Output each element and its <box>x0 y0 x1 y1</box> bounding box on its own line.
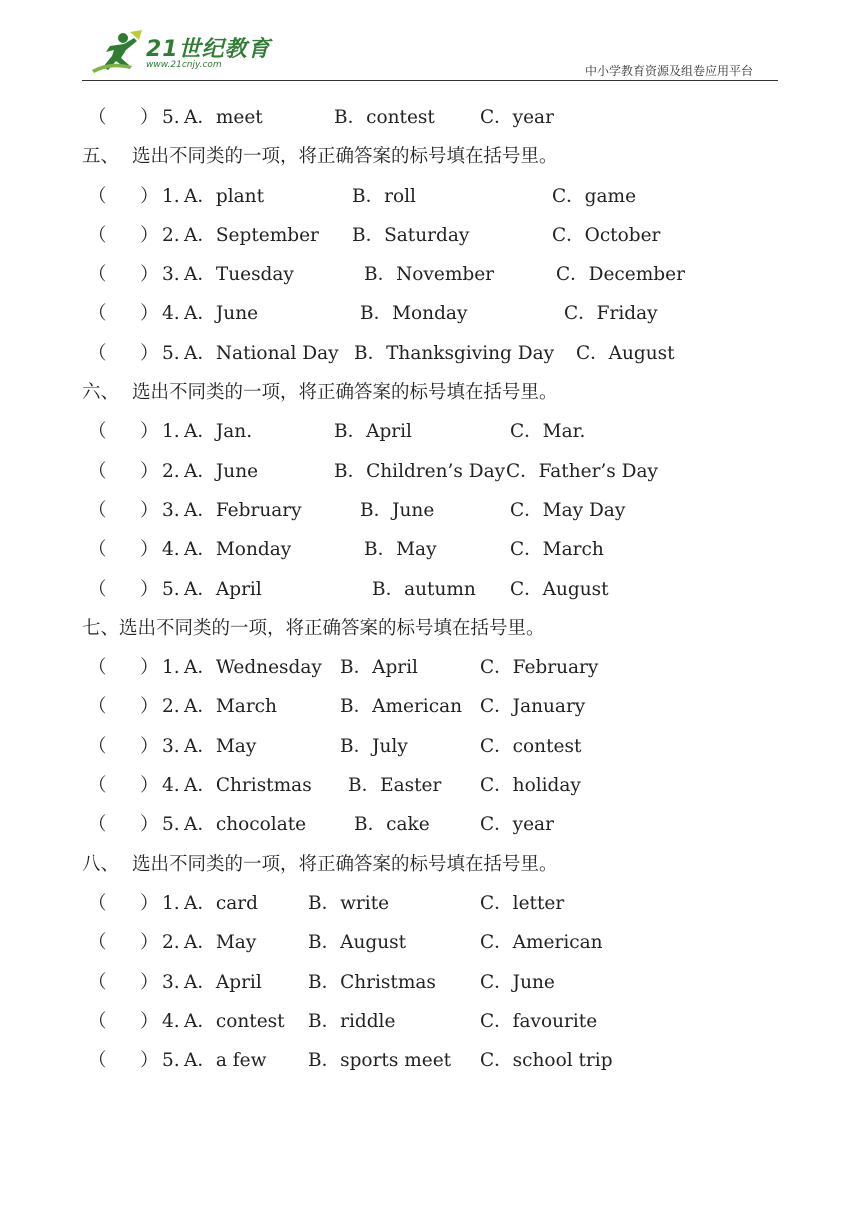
option-c: C．game <box>552 185 637 207</box>
option-b: B．July <box>340 735 408 757</box>
option-a: A．Monday <box>184 539 292 561</box>
question-row: （ ） 4. A．Monday B．May C．March <box>82 530 782 569</box>
option-b: B．June <box>360 499 435 521</box>
question-number: 2. <box>162 932 180 954</box>
option-c: C．holiday <box>480 775 581 797</box>
option-c: C．Mar. <box>510 421 586 443</box>
option-b: B．Monday <box>360 303 468 325</box>
option-a: A．Tuesday <box>184 264 294 286</box>
section-instructions: 选出不同类的一项，将正确答案的标号填在括号里。 <box>119 617 545 639</box>
option-a: A．contest <box>184 1010 285 1032</box>
question-number: 5. <box>162 107 180 128</box>
question-number: 1. <box>162 185 180 207</box>
question-row: （ ） 3. A．April B．Christmas C．June <box>82 963 782 1002</box>
option-b: B．November <box>364 264 494 286</box>
question-number: 4. <box>162 303 180 325</box>
option-b: B．sports meet <box>308 1050 452 1072</box>
question-row: （ ） 1. A．card B．write C．letter <box>82 884 782 923</box>
section-instructions: 选出不同类的一项，将正确答案的标号填在括号里。 <box>132 853 558 875</box>
option-c: C．March <box>510 539 604 561</box>
option-c: C．year <box>480 814 554 836</box>
question-number: 2. <box>162 460 180 482</box>
logo <box>90 30 271 78</box>
option-a: A．Wednesday <box>184 657 322 679</box>
header-divider <box>82 80 778 81</box>
option-b: B．riddle <box>308 1010 396 1032</box>
option-a: A．Christmas <box>184 775 312 797</box>
question-row: （ ） 2. A．June B．Children’s Day C．Father’s Day <box>82 452 782 491</box>
section-number: 八、 <box>82 853 120 875</box>
section-number: 七、 <box>82 617 120 639</box>
section-number: 五、 <box>82 146 120 168</box>
option-b: B．Saturday <box>352 224 470 246</box>
option-b: B．write <box>308 892 390 914</box>
question-row: （ ） 1. A．Jan. B．April C．Mar. <box>82 412 782 451</box>
question-number: 4. <box>162 775 180 797</box>
option-b: B．Children’s Day <box>334 460 506 482</box>
page-header <box>0 0 860 90</box>
platform-name: 中小学教育资源及组卷应用平台 <box>584 64 753 78</box>
question-row: （ ） 3. A．May B．July C．contest <box>82 727 782 766</box>
question-number: 3. <box>162 971 180 993</box>
logo-title: 21世纪教育 <box>146 37 271 62</box>
option-b: B．cake <box>354 814 430 836</box>
option-b: B．Thanksgiving Day <box>354 342 555 364</box>
section-title-8 <box>82 845 782 884</box>
question-number: 2. <box>162 224 180 246</box>
option-c: C．October <box>552 224 661 246</box>
runner-logo-icon <box>90 30 146 76</box>
question-row: （ ） 1. A．Wednesday B．April C．February <box>82 648 782 687</box>
option-b: B．roll <box>352 185 416 207</box>
option-c: C．December <box>556 264 685 286</box>
logo-url: www.21cnjy.com <box>146 60 222 70</box>
option-a: A．April <box>184 971 262 993</box>
option-c: C．Father’s Day <box>506 460 658 482</box>
option-a: A．February <box>184 499 302 521</box>
option-c: C．favourite <box>480 1010 598 1032</box>
question-number: 3. <box>162 735 180 757</box>
question-row: （ ） 2. A．September B．Saturday C．October <box>82 216 782 255</box>
question-row: （ ） 5. A．April B．autumn C．August <box>82 570 782 609</box>
option-b: B．Easter <box>348 775 442 797</box>
option-a: A．March <box>184 696 277 718</box>
question-number: 1. <box>162 657 180 679</box>
option-a: A．April <box>184 578 262 600</box>
option-b: B．American <box>340 696 463 718</box>
question-row: （ ） 4. A．June B．Monday C．Friday <box>82 294 782 333</box>
option-c: C．August <box>510 578 609 600</box>
option-c: C．contest <box>480 735 582 757</box>
question-number: 5. <box>162 814 180 836</box>
question-row: （ ） 5. A．chocolate B．cake C．year <box>82 805 782 844</box>
section-title-7 <box>82 609 782 648</box>
question-number: 1. <box>162 892 180 914</box>
option-b: B．autumn <box>372 578 476 600</box>
option-b: B．contest <box>334 107 435 128</box>
option-a: A．May <box>184 932 257 954</box>
option-a: A．card <box>184 892 258 914</box>
question-row: （ ） 5. A．a few B．sports meet C．school trip <box>82 1041 782 1080</box>
question-row: （ ） 2. A．May B．August C．American <box>82 923 782 962</box>
question-row: （ ） 4. A．contest B．riddle C．favourite <box>82 1002 782 1041</box>
question-row: （ ） 3. A．February B．June C．May Day <box>82 491 782 530</box>
option-a: A．chocolate <box>184 814 307 836</box>
section-title-5 <box>82 137 782 176</box>
option-a: A．June <box>184 303 259 325</box>
option-a: A．June <box>184 460 259 482</box>
option-a: A．plant <box>184 185 264 207</box>
question-number: 5. <box>162 578 180 600</box>
option-b: B．August <box>308 932 407 954</box>
option-c: C．school trip <box>480 1050 613 1072</box>
option-c: C．January <box>480 696 586 718</box>
option-c: C．June <box>480 971 555 993</box>
option-c: C．February <box>480 657 599 679</box>
option-c: C．May Day <box>510 499 626 521</box>
question-row: （ ） 3. A．Tuesday B．November C．December <box>82 255 782 294</box>
question-number: 2. <box>162 696 180 718</box>
option-b: B．April <box>340 657 418 679</box>
option-c: C．American <box>480 932 603 954</box>
section-number: 六、 <box>82 382 120 404</box>
option-a: A．meet <box>184 107 263 128</box>
option-b: B．May <box>364 539 437 561</box>
section-title-6 <box>82 373 782 412</box>
option-b: B．April <box>334 421 412 443</box>
option-a: A．Jan. <box>184 421 253 443</box>
worksheet-content <box>82 98 782 1080</box>
option-a: A．May <box>184 735 257 757</box>
option-a: A．National Day <box>184 342 339 364</box>
option-c: C．Friday <box>564 303 658 325</box>
option-a: A．September <box>184 224 319 246</box>
option-a: A．a few <box>184 1050 267 1072</box>
question-row: （ ） 4. A．Christmas B．Easter C．holiday <box>82 766 782 805</box>
question-row: （ ） 1. A．plant B．roll C．game <box>82 177 782 216</box>
option-b: B．Christmas <box>308 971 436 993</box>
option-c: C．August <box>576 342 675 364</box>
question-number: 1. <box>162 421 180 443</box>
option-c: C．letter <box>480 892 565 914</box>
question-number: 4. <box>162 1010 180 1032</box>
question-number: 5. <box>162 1050 180 1072</box>
question-number: 3. <box>162 499 180 521</box>
question-row: （ ） 5. A．meet B．contest C．year <box>82 98 782 137</box>
section-instructions: 选出不同类的一项，将正确答案的标号填在括号里。 <box>132 146 558 168</box>
question-number: 5. <box>162 342 180 364</box>
question-number: 4. <box>162 539 180 561</box>
question-number: 3. <box>162 264 180 286</box>
option-c: C．year <box>480 107 554 128</box>
question-row: （ ） 5. A．National Day B．Thanksgiving Day C．August <box>82 334 782 373</box>
section-instructions: 选出不同类的一项，将正确答案的标号填在括号里。 <box>132 382 558 404</box>
question-row: （ ） 2. A．March B．American C．January <box>82 687 782 726</box>
